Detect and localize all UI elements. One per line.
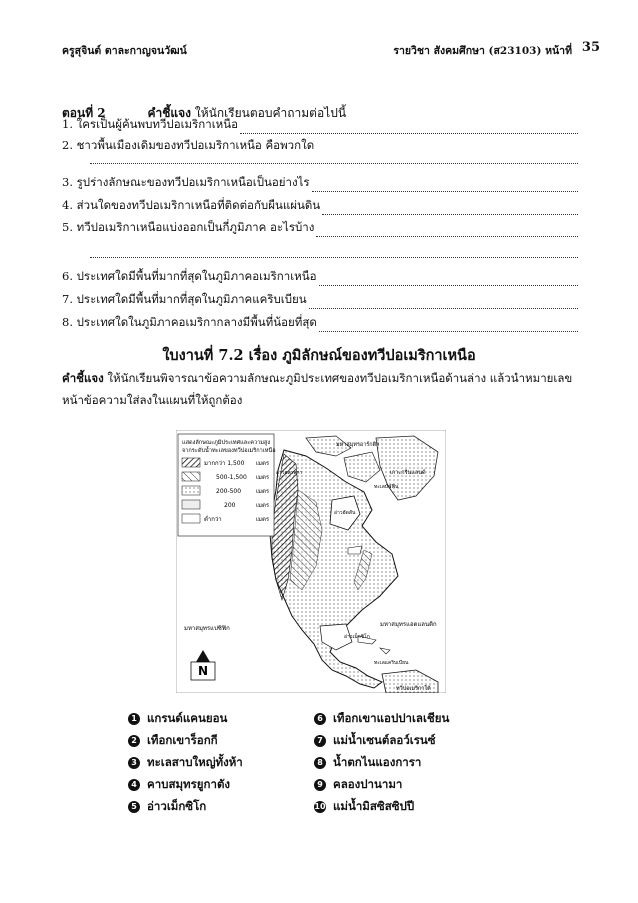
answer-line[interactable]: [319, 320, 578, 332]
list-item: [128, 710, 227, 728]
item-label: แม่น้ำมิสซิสซิปปี: [333, 799, 415, 813]
legend-range-2: 500-1,500: [216, 474, 247, 481]
page-header: [62, 42, 600, 58]
item-label: แม่น้ำเซนต์ลอว์เรนซ์: [333, 733, 436, 747]
legend-swatch-5: [182, 514, 200, 523]
legend-range-5: ต่ำกว่า: [204, 516, 222, 523]
item-label: เทือกเขาร็อกกี: [147, 733, 218, 747]
item-number: 10: [314, 802, 326, 811]
legend-title-1: แสดงลักษณะภูมิประเทศและความสูง: [182, 440, 271, 446]
item-number: 3: [128, 757, 140, 769]
item-label: ทะเลสาบใหญ่ทั้งห้า: [147, 755, 243, 769]
label-arctic-ocean: มหาสมุทรอาร์กติก: [336, 442, 380, 448]
worksheet-title: ใบงานที่ 7.2 เรื่อง ภูมิลักษณ์ของทวีปอเมริกาเหนือ: [162, 347, 476, 364]
answer-line-continued[interactable]: [90, 256, 578, 258]
item-label: แกรนด์แคนยอน: [147, 711, 228, 725]
item-label: คลองปานามา: [333, 777, 403, 791]
worksheet-instruction-line2: หน้าข้อความใส่ลงในแผนที่ให้ถูกต้อง: [62, 393, 243, 407]
item-number: 1: [128, 713, 140, 725]
legend-unit-3: เมตร: [256, 488, 270, 495]
section-instruction-text: ให้นักเรียนตอบคำถามต่อไปนี้: [194, 106, 347, 120]
worksheet-instruction-line1: ให้นักเรียนพิจารณาข้อความลักษณะภูมิประเทศของทวีปอเมริกาเหนือด้านล่าง แล้วนำหมายเลข: [107, 371, 573, 385]
item-number: 6: [314, 713, 326, 725]
item-number: 8: [314, 757, 326, 769]
legend-swatch-3: [182, 486, 200, 495]
question-7: 7. ประเทศใดมีพื้นที่มากที่สุดในภูมิภาคแคริบเบียน: [62, 293, 578, 309]
map-svg: [176, 430, 446, 693]
item-label: อ่าวเม็กซิโก: [147, 799, 207, 813]
question-4: 4. ส่วนใดของทวีปอเมริกาเหนือที่ติดต่อกับผืนแผ่นดิน: [62, 199, 578, 215]
legend-range-3: 200-500: [216, 488, 242, 495]
label-south-america: ทวีปอเมริกาใต้: [396, 686, 431, 692]
worksheet-instruction-label: คำชี้แจง: [62, 371, 104, 385]
question-1: 1. ใครเป็นผู้ค้นพบทวีปอเมริกาเหนือ: [62, 118, 578, 134]
label-pacific: มหาสมุทรแปซิฟิก: [184, 625, 230, 632]
legend-unit-1: เมตร: [256, 460, 270, 467]
legend-range-1: มากกว่า 1,500: [204, 460, 245, 467]
question-3: 3. รูปร่างลักษณะของทวีปอเมริกาเหนือเป็นอย่างไร: [62, 176, 578, 192]
item-number: 9: [314, 779, 326, 791]
label-atlantic: มหาสมุทรแอตแลนติก: [380, 621, 437, 628]
item-label: เทือกเขาแอปปาเลเชียน: [333, 711, 450, 725]
answer-line[interactable]: [316, 225, 578, 237]
north-label: N: [197, 664, 209, 678]
section-instruction-label: คำชี้แจง: [147, 106, 192, 120]
answer-line[interactable]: [319, 274, 578, 286]
answer-line[interactable]: [312, 180, 578, 192]
page-number: 35: [581, 40, 600, 55]
answer-line-continued[interactable]: [90, 162, 578, 164]
answer-line[interactable]: [240, 122, 578, 134]
legend-unit-2: เมตร: [256, 474, 270, 481]
answer-line[interactable]: [322, 203, 578, 215]
worksheet-instruction: [62, 368, 582, 388]
item-number: 2: [128, 735, 140, 747]
header-subject: รายวิชา สังคมศึกษา (ส23103) หน้าที่: [393, 45, 572, 57]
label-baffin: ทะเลบัฟฟิน: [374, 484, 399, 490]
legend-range-4: 200: [224, 502, 236, 509]
question-8: 8. ประเทศใดในภูมิภาคอเมริกากลางมีพื้นที่น้อยที่สุด: [62, 316, 578, 332]
item-label: น้ำตกไนแองการา: [333, 755, 422, 769]
item-number: 7: [314, 735, 326, 747]
question-2: 2. ชาวพื้นเมืองเดิมของทวีปอเมริกาเหนือ คือพวกใด: [62, 138, 315, 152]
label-gulf-of-mexico: อ่าวเม็กซิโก: [344, 634, 370, 640]
list-item: [128, 776, 230, 794]
header-author: ครูสุจินต์ ตาละกาญจนวัฒน์: [62, 45, 187, 57]
answer-line[interactable]: [309, 297, 578, 309]
list-item: [128, 798, 206, 816]
list-item: [314, 710, 449, 728]
item-number: 4: [128, 779, 140, 791]
list-item: [314, 798, 414, 816]
legend-title-2: จากระดับน้ำทะเลของทวีปอเมริกาเหนือ: [182, 448, 276, 454]
list-item: [128, 732, 218, 750]
legend-swatch-2: [182, 472, 200, 481]
north-america-map[interactable]: [176, 430, 446, 693]
label-greenland: เกาะกรีนแลนด์: [390, 470, 426, 476]
question-6: 6. ประเทศใดมีพื้นที่มากที่สุดในภูมิภาคอเมริกาเหนือ: [62, 270, 578, 286]
list-item: [314, 754, 421, 772]
legend-unit-5: เมตร: [256, 516, 270, 523]
label-hudson: อ่าวฮัดสัน: [334, 510, 356, 516]
label-caribbean: ทะเลแคริบเบียน: [374, 660, 409, 666]
label-alaska: อ่าวอลาสกา: [276, 470, 303, 476]
section-title: ตอนที่ 2: [62, 106, 106, 120]
list-item: [128, 754, 243, 772]
list-item: [314, 732, 436, 750]
legend-swatch-4: [182, 500, 200, 509]
item-label: คาบสมุทรยูกาตัง: [147, 777, 231, 791]
list-item: [314, 776, 402, 794]
question-5: 5. ทวีปอเมริกาเหนือแบ่งออกเป็นกี่ภูมิภาค อะไรบ้าง: [62, 221, 578, 237]
item-number: 5: [128, 801, 140, 813]
legend-swatch-1: [182, 458, 200, 467]
legend-unit-4: เมตร: [256, 502, 270, 509]
